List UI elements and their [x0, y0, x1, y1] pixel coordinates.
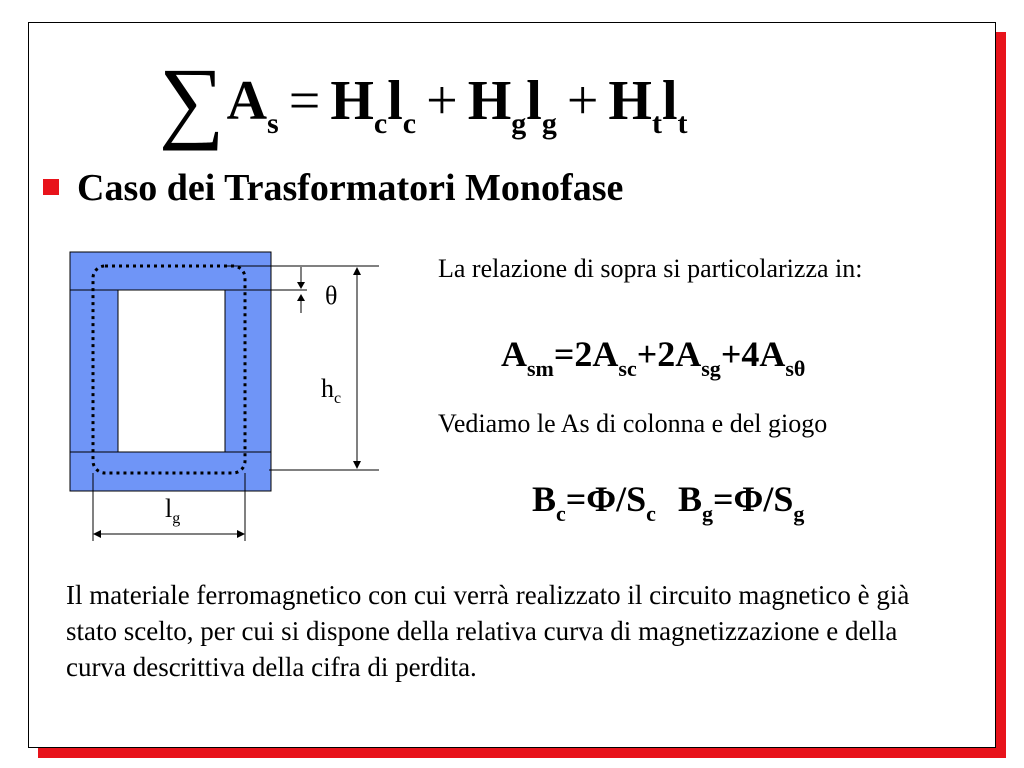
formula-symbol: H: [467, 70, 512, 132]
equation-text: =2A: [553, 334, 619, 374]
slide: [28, 22, 996, 748]
lg-arrow-right: [237, 530, 245, 538]
theta-label: θ: [325, 281, 338, 310]
formula-subscript: c: [402, 107, 417, 140]
lg-label: $l_g$: [165, 494, 181, 527]
equation-subscript: sg: [701, 356, 721, 381]
equation-text: =Φ/S: [712, 479, 794, 519]
formula-symbol: l: [526, 70, 542, 132]
equation-text: B: [532, 479, 557, 519]
equation-text: B: [677, 479, 702, 519]
equation-subscript: c: [646, 501, 656, 526]
equation-subscript: sc: [618, 356, 637, 381]
intro-text: La relazione di sopra si particolarizza in:: [438, 254, 863, 283]
sigma-symbol: ∑: [159, 49, 225, 151]
equation-text: +4A: [720, 334, 786, 374]
core-frame: [70, 252, 271, 491]
equation-subscript: sm: [527, 356, 554, 381]
formula-symbol: H: [330, 70, 374, 132]
formula-symbol: H: [608, 70, 652, 132]
equation-subscript: c: [556, 501, 566, 526]
formula-subscript: s: [267, 107, 279, 140]
formula-operator: =: [288, 70, 321, 132]
hc-arrow-bottom: [353, 461, 361, 469]
equation-text: A: [501, 334, 527, 374]
equation-subscript: g: [701, 501, 713, 526]
equation-text: +2A: [636, 334, 702, 374]
formula-symbol: A: [226, 70, 268, 132]
equation-subscript: sθ: [785, 356, 806, 381]
theta-arrow-top-head: [297, 282, 305, 289]
formula-symbol: l: [387, 70, 403, 132]
equation-text: =Φ/S: [565, 479, 647, 519]
formula-subscript: t: [677, 107, 688, 140]
heading-text: Caso dei Trasformatori Monofase: [77, 167, 624, 209]
body-paragraph: Il materiale ferromagnetico con cui verrà realizzato il circuito magnetico è già stato scelto, per cui si dispone della relativa curva di magnetizzazione e della curva descrittiva della cifra di perdita.: [66, 580, 910, 682]
lg-arrow-left: [93, 530, 101, 538]
hc-arrow-top: [353, 267, 361, 275]
formula-operator: +: [566, 70, 599, 132]
formula-operator: +: [426, 70, 458, 132]
flux-density-equation: [532, 478, 805, 526]
hc-label: $h_c$: [321, 374, 342, 407]
theta-arrow-bottom-head: [297, 294, 305, 301]
equation-subscript: g: [793, 501, 805, 526]
formula-subscript: c: [373, 107, 388, 140]
formula-subscript: g: [511, 107, 527, 140]
asm-equation: [501, 333, 806, 381]
formula-symbol: l: [661, 70, 678, 132]
formula-subscript: g: [541, 107, 557, 140]
vediamo-text: Vediamo le As di colonna e del giogo: [438, 409, 828, 438]
formula-subscript: t: [651, 107, 662, 140]
